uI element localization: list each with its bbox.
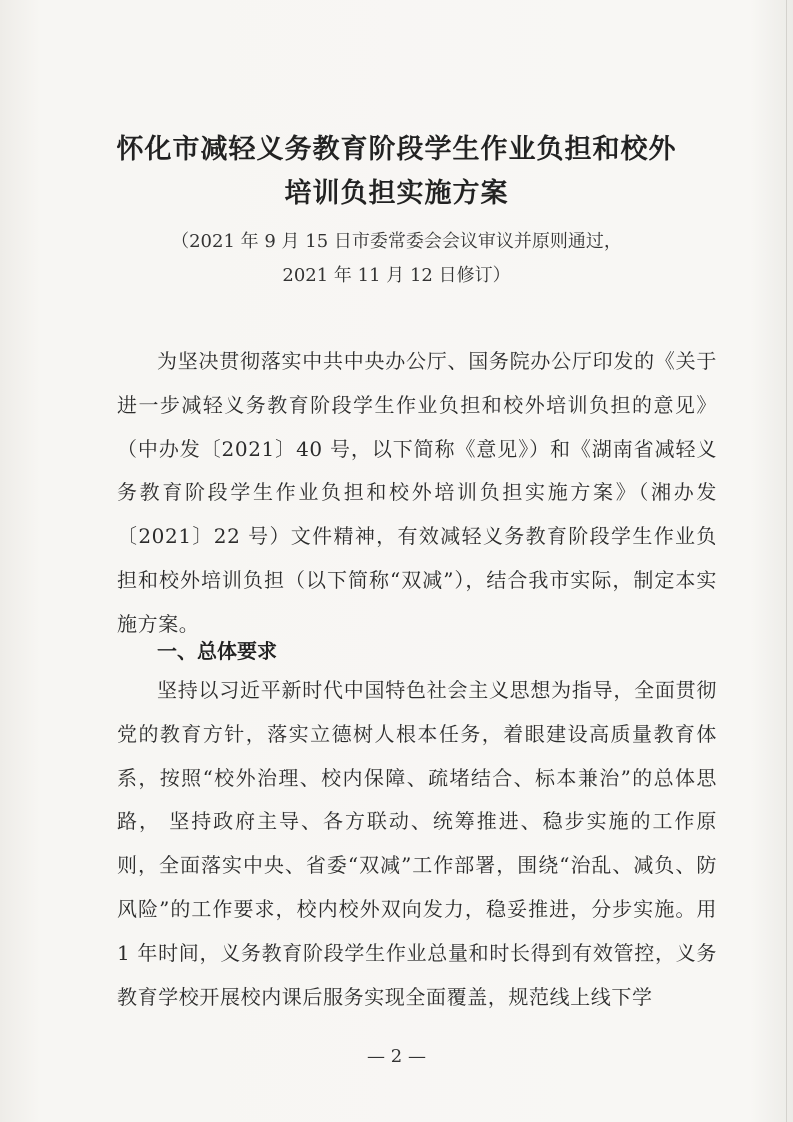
intro-paragraph: 为坚决贯彻落实中共中央办公厅、国务院办公厅印发的《关于进一步减轻义务教育阶段学生作业负担和校外培训负担的意见》（中办发〔2021〕40 号，以下简称《意见》）和《湖南省减轻义务教育阶段学生作业负担和校外培训负担实施方案》（湘办发〔2021〕22 号）文件精神，有效减轻义务教育阶段学生作业负担和校外培训负担（以下简称“双减”），结合我市实际，制定本实施方案。 xyxy=(117,349,717,636)
paper-edge xyxy=(786,0,787,1122)
page-number: — 2 — xyxy=(367,1046,426,1067)
overall-requirements-paragraph: 坚持以习近平新时代中国特色社会主义思想为指导，全面贯彻党的教育方针，落实立德树人根本任务，着眼建设高质量教育体系，按照“校外治理、校内保障、疏堵结合、标本兼治”的总体思路， 坚持政府主导、各方联动、统筹推进、稳步实施的工作原则，全面落实中央、省委“双减”工作部署，围绕“治乱、减负、防风险”的工作要求，校内校外双向发力，稳妥推进，分步实施。用 1 年时间，义务教育阶段学生作业总量和时长得到有效管控，义务教育学校开展校内课后服务实现全面覆盖，规范线上线下学 xyxy=(117,678,717,1009)
section-heading-overall-requirements: 一、总体要求 xyxy=(157,639,277,663)
document-subtitle-line-1: （2021 年 9 月 15 日市委常委会会议审议并原则通过， xyxy=(171,231,622,252)
document-title-line-2: 培训负担实施方案 xyxy=(284,178,509,209)
document-title-line-1: 怀化市减轻义务教育阶段学生作业负担和校外 xyxy=(116,134,677,165)
document-subtitle-line-2: 2021 年 11 月 12 日修订） xyxy=(282,265,511,286)
